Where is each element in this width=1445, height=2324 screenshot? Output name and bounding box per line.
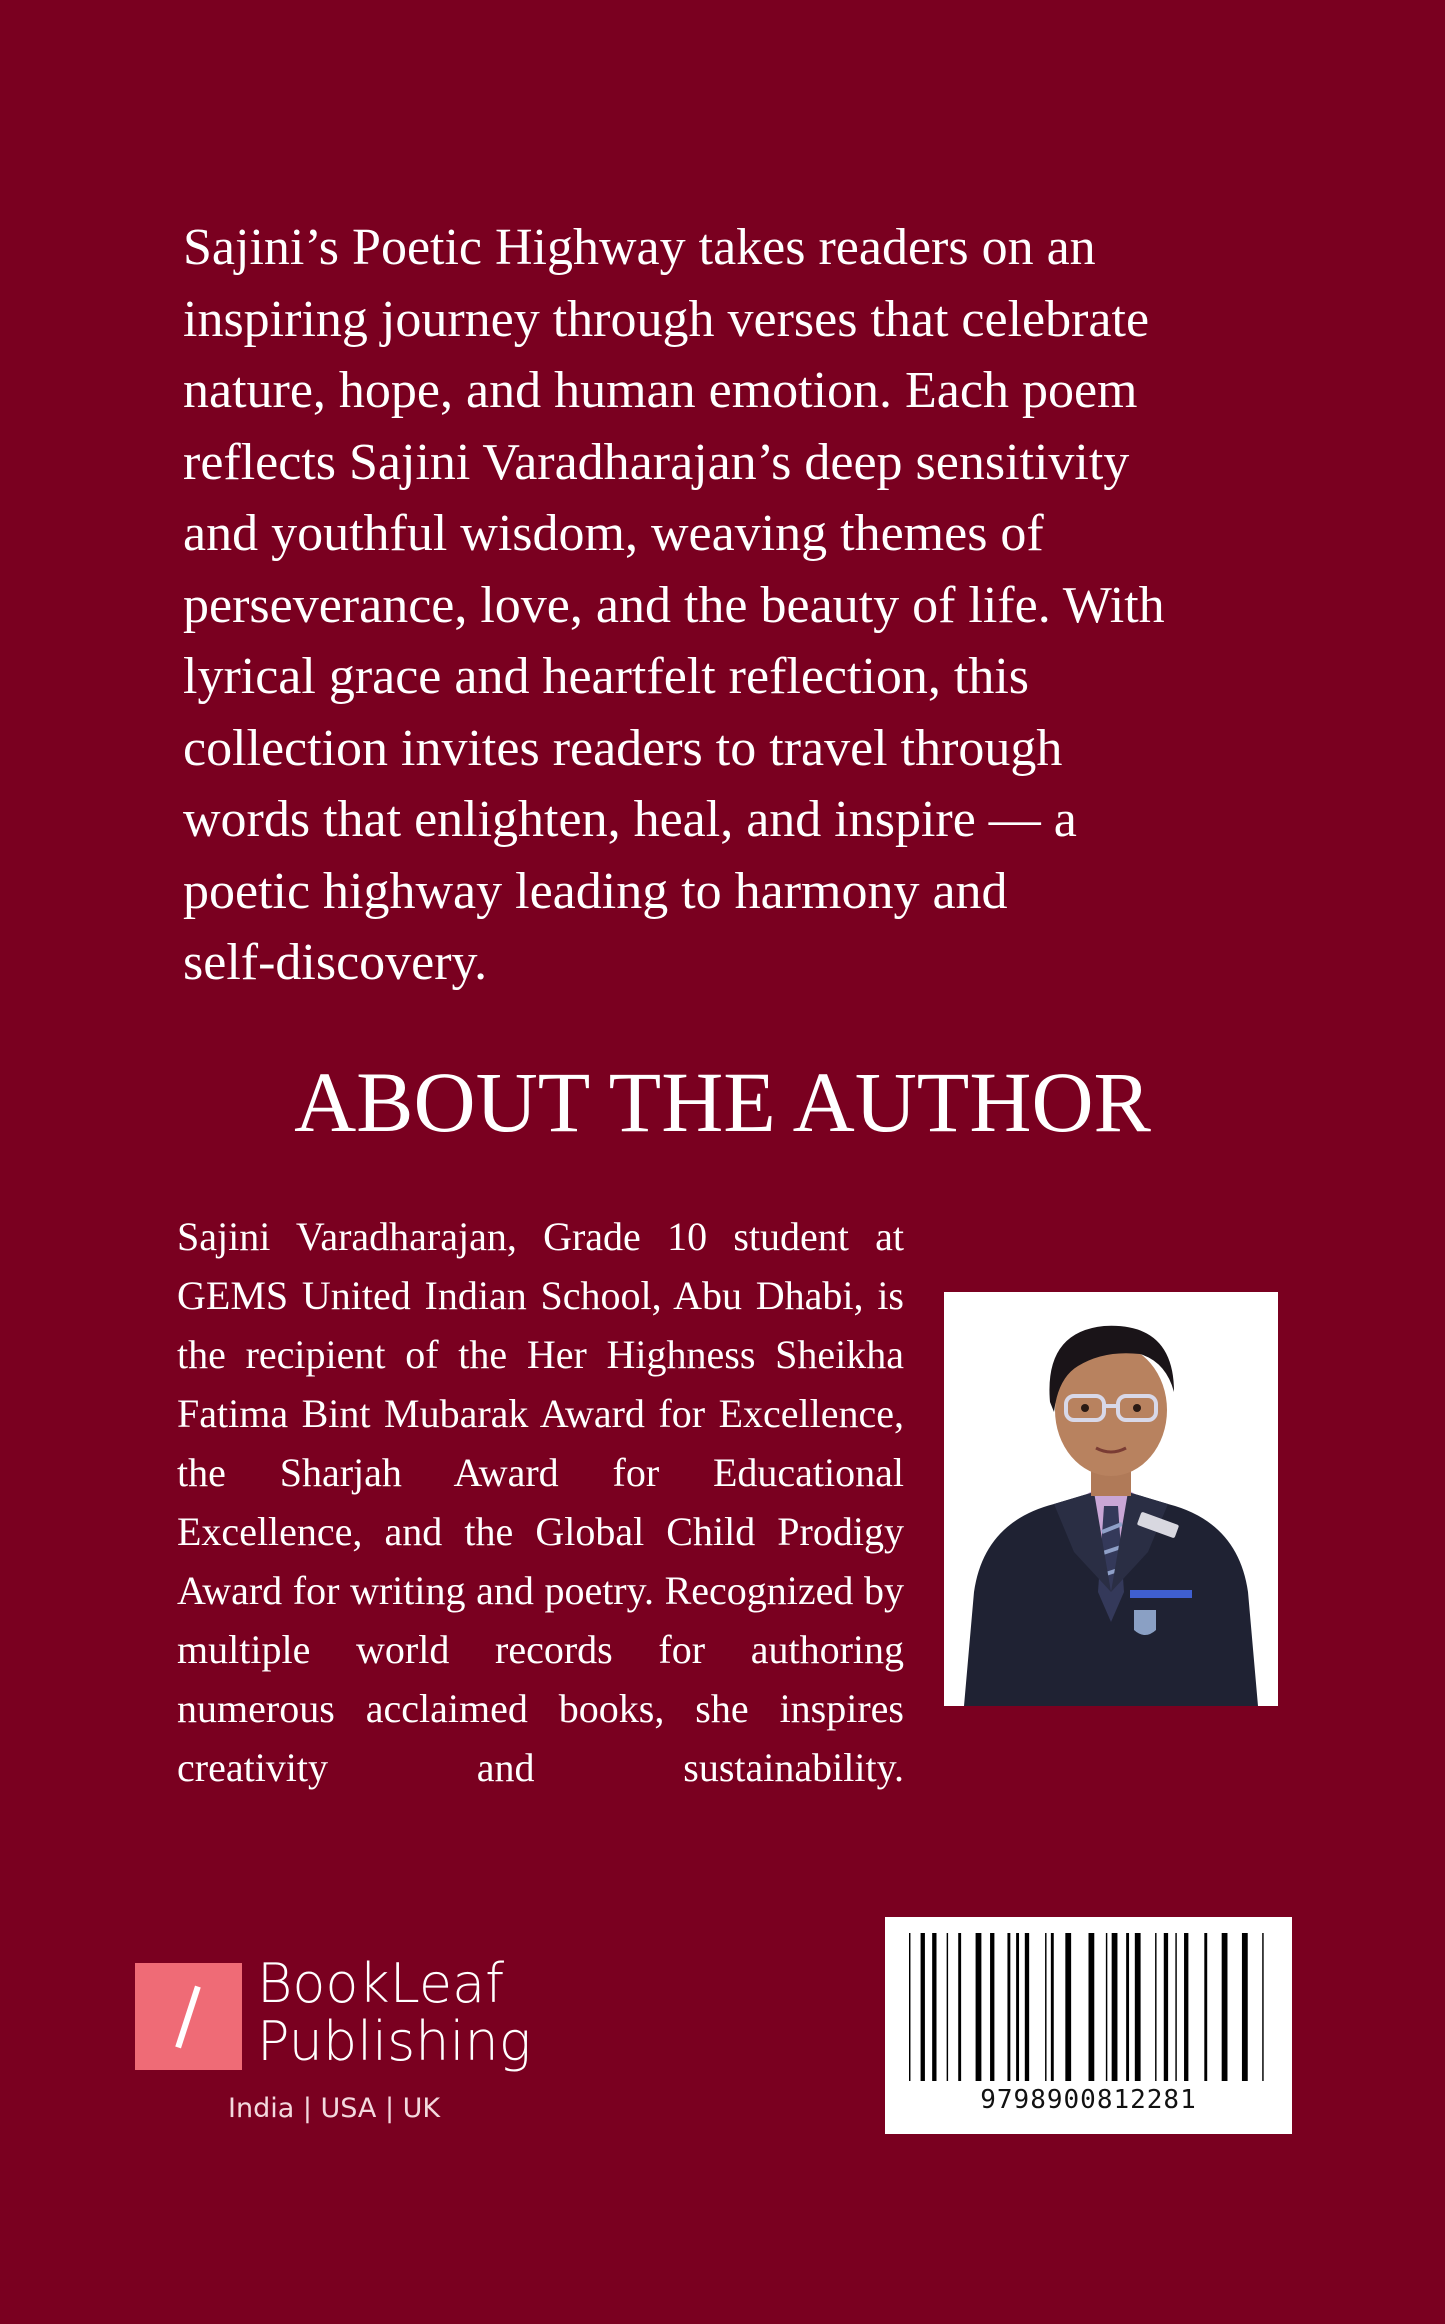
isbn-number: 9798900812281 bbox=[980, 2085, 1197, 2115]
about-author-heading: ABOUT THE AUTHOR bbox=[294, 1054, 1151, 1150]
barcode-bar bbox=[1164, 1933, 1168, 2081]
blurb-line: Sajini’s Poetic Highway takes readers on an bbox=[183, 219, 1096, 276]
barcode-bar bbox=[1025, 1933, 1029, 2081]
blurb-line: reflects Sajini Varadharajan’s deep sensitivity bbox=[183, 433, 1130, 491]
publisher-name bbox=[257, 1952, 532, 2073]
barcode-bar bbox=[1065, 1933, 1071, 2081]
barcode-bar bbox=[958, 1933, 961, 2081]
publisher-regions: India | USA | UK bbox=[228, 2093, 441, 2124]
barcode-bar bbox=[947, 1933, 948, 2081]
blurb-line: nature, hope, and human emotion. Each poem bbox=[183, 362, 1138, 419]
isbn-barcode bbox=[885, 1917, 1292, 2134]
barcode-bar bbox=[1045, 1933, 1046, 2081]
barcode-bar bbox=[1051, 1933, 1054, 2081]
barcode-bar bbox=[1106, 1933, 1107, 2081]
barcode-bar bbox=[1112, 1933, 1118, 2081]
blurb-line: inspiring journey through verses that celebrate bbox=[183, 290, 1150, 348]
barcode-bar bbox=[990, 1933, 994, 2081]
author-bio: Sajini Varadharajan, Grade 10 student at GEMS United Indian School, Abu Dhabi, is the recipient of the Her Highness Sheikha Fatima Bint Mubarak Award for Excellence, the Sharjah Award for Educational Excellence, and the Global Child Prodigy Award for writing and poetry. Recognized by multiple world records for authoring numerous acclaimed books, she inspires creativity and sustainability. bbox=[177, 1214, 904, 1790]
barcode-bar bbox=[1126, 1933, 1129, 2081]
barcode-bar bbox=[976, 1933, 982, 2081]
barcode-bar bbox=[1184, 1933, 1188, 2081]
barcode-bar bbox=[1175, 1933, 1176, 2081]
barcode-bar bbox=[932, 1933, 936, 2081]
barcode-bar bbox=[1242, 1933, 1248, 2081]
barcode-bar bbox=[1016, 1933, 1019, 2081]
blurb-line: poetic highway leading to harmony and bbox=[183, 862, 1008, 920]
barcode-bar bbox=[1089, 1933, 1095, 2081]
blurb-line: self-discovery. bbox=[183, 934, 488, 991]
blurb-line: and youthful wisdom, weaving themes of bbox=[183, 505, 1044, 562]
book-blurb bbox=[183, 212, 1263, 999]
publisher-name-line1: BookLeaf bbox=[257, 1952, 505, 2015]
slash-icon bbox=[175, 1986, 200, 2049]
barcode-bar bbox=[909, 1933, 910, 2081]
barcode-bar bbox=[1135, 1933, 1141, 2081]
publisher-logo-mark bbox=[135, 1963, 242, 2070]
barcode-bar bbox=[1155, 1933, 1156, 2081]
author-portrait-image bbox=[944, 1292, 1278, 1706]
blurb-line: words that enlighten, heal, and inspire — a bbox=[183, 791, 1077, 848]
publisher-name-line2: Publishing bbox=[257, 2010, 532, 2073]
author-photo bbox=[944, 1292, 1278, 1706]
barcode-bar bbox=[1007, 1933, 1010, 2081]
blurb-line: lyrical grace and heartfelt reflection, this bbox=[183, 648, 1030, 705]
blurb-line: perseverance, love, and the beauty of life. With bbox=[183, 576, 1165, 634]
barcode-bar bbox=[1262, 1933, 1263, 2081]
barcode-bars bbox=[909, 1933, 1268, 2081]
blurb-line: collection invites readers to travel through bbox=[183, 719, 1063, 777]
barcode-bar bbox=[1222, 1933, 1228, 2081]
barcode-bar bbox=[1204, 1933, 1207, 2081]
barcode-bar bbox=[921, 1933, 925, 2081]
